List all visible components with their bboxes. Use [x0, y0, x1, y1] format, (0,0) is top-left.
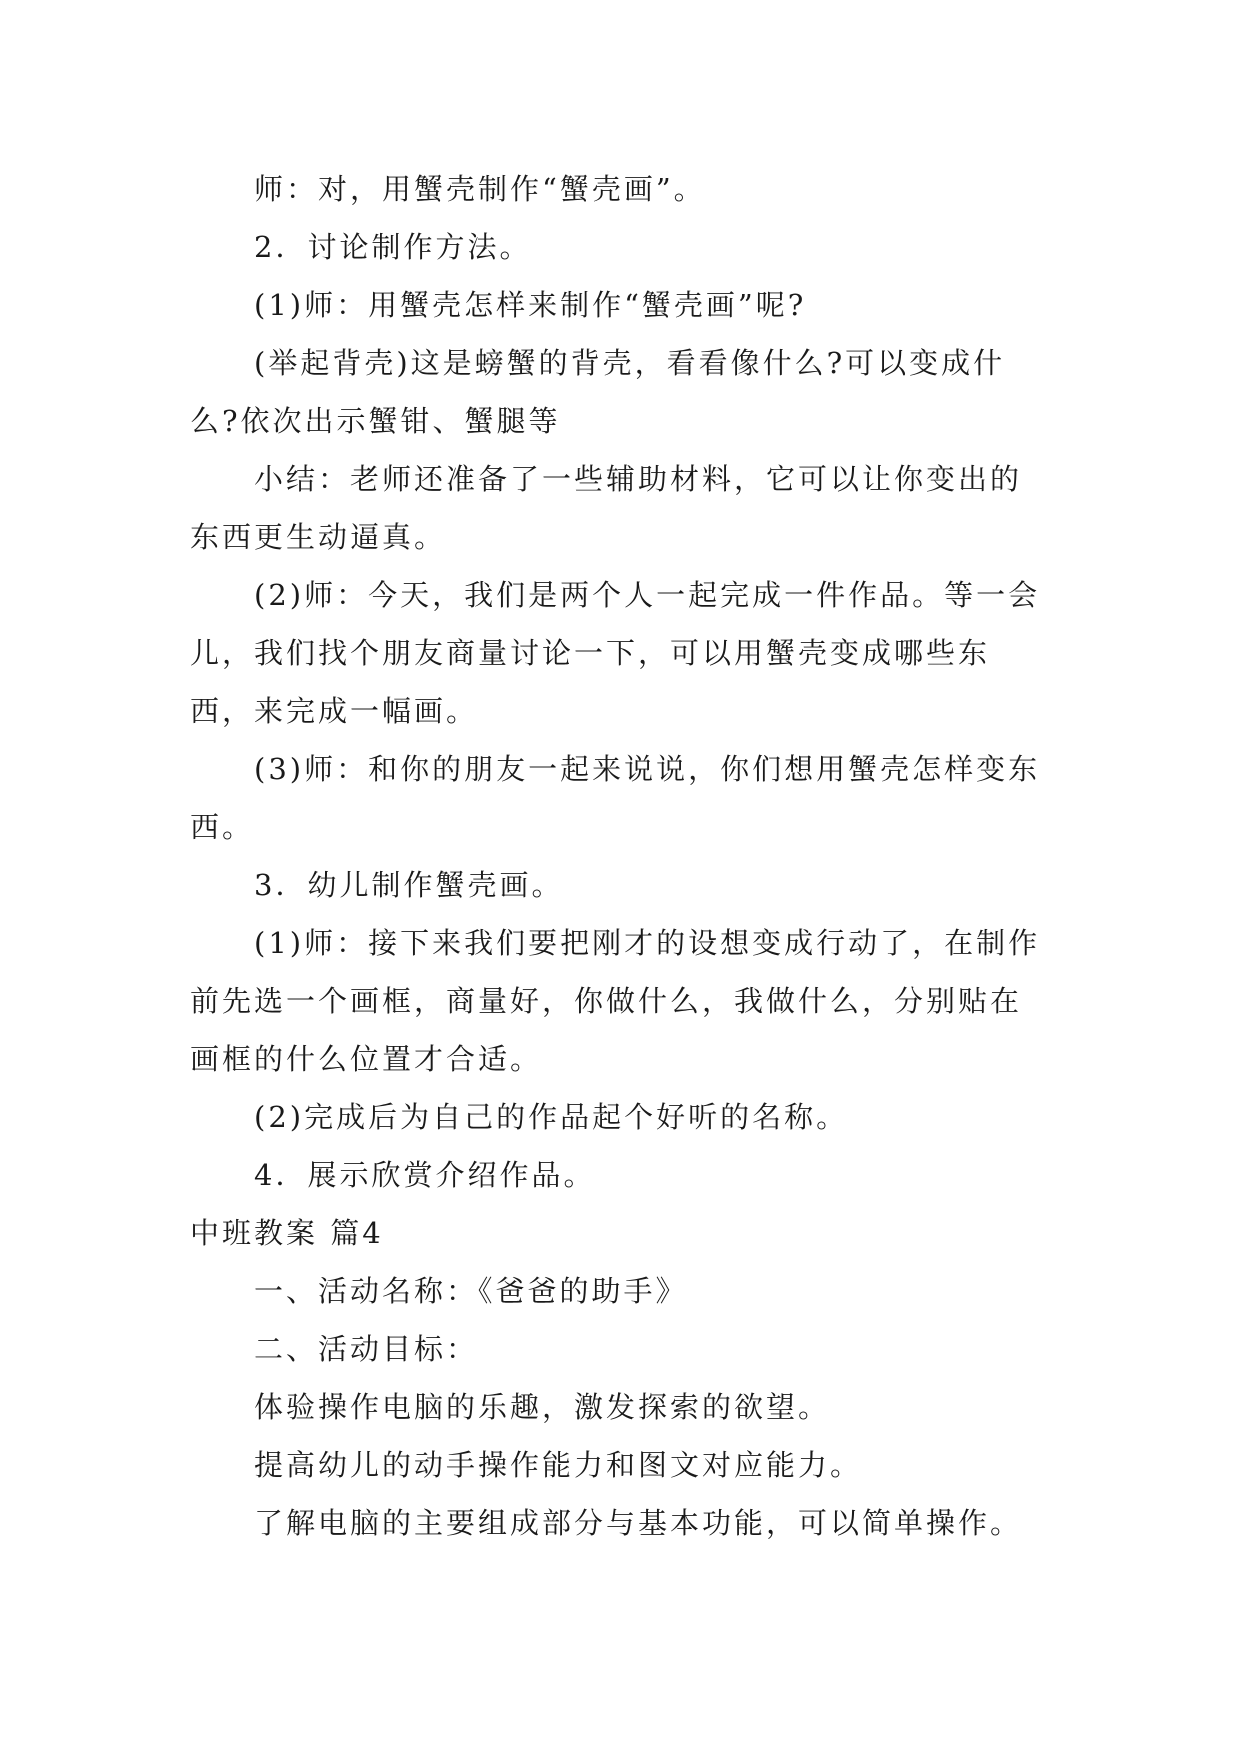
section-title: 中班教案 篇4 [190, 1216, 384, 1250]
paragraph: 一、活动名称：《爸爸的助手》 [254, 1274, 688, 1308]
paragraph: 体验操作电脑的乐趣，激发探索的欲望。 [254, 1390, 831, 1424]
paragraph: 2．讨论制作方法。 [254, 230, 532, 264]
paragraph: (1)师：接下来我们要把刚才的设想变成行动了，在制作前先选一个画框，商量好，你做什么，我做什么，分别贴在画框的什么位置才合适。 [190, 926, 1041, 1076]
paragraph: 二、活动目标： [254, 1332, 479, 1366]
paragraph: (2)完成后为自己的作品起个好听的名称。 [254, 1100, 849, 1134]
document-body [190, 160, 1050, 1552]
paragraph: 4．展示欣赏介绍作品。 [254, 1158, 596, 1192]
paragraph: (2)师：今天，我们是两个人一起完成一件作品。等一会儿，我们找个朋友商量讨论一下，可以用蟹壳变成哪些东西，来完成一幅画。 [190, 578, 1041, 728]
paragraph: 3．幼儿制作蟹壳画。 [254, 868, 564, 902]
paragraph: 提高幼儿的动手操作能力和图文对应能力。 [254, 1448, 863, 1482]
paragraph: 了解电脑的主要组成部分与基本功能，可以简单操作。 [254, 1506, 1023, 1540]
paragraph: (1)师：用蟹壳怎样来制作“蟹壳画”呢? [254, 288, 807, 322]
paragraph: (3)师：和你的朋友一起来说说，你们想用蟹壳怎样变东西。 [190, 752, 1041, 844]
paragraph: (举起背壳)这是螃蟹的背壳，看看像什么?可以变成什么?依次出示蟹钳、蟹腿等 [190, 346, 1006, 438]
paragraph: 小结：老师还准备了一些辅助材料，它可以让你变出的东西更生动逼真。 [190, 462, 1023, 554]
paragraph: 师：对，用蟹壳制作“蟹壳画”。 [254, 172, 706, 206]
